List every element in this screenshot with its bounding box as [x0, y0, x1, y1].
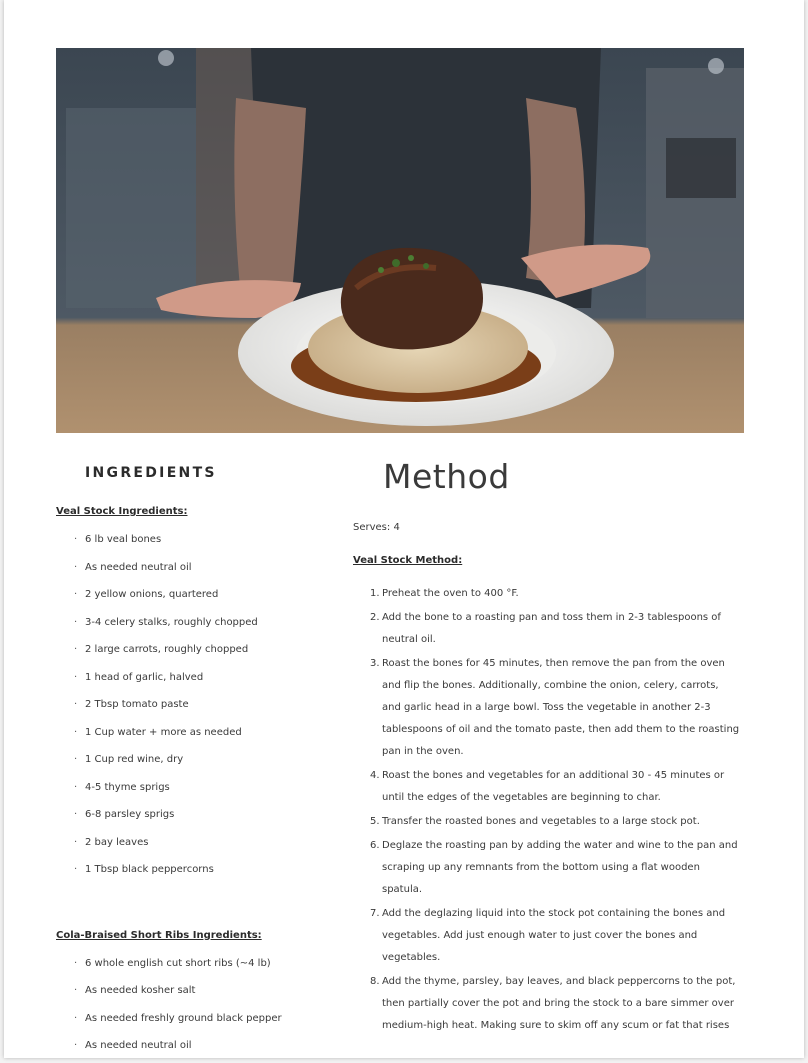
bullet-icon: ·: [74, 781, 78, 793]
method-step: [353, 765, 753, 809]
ingredient-item: [74, 984, 346, 1012]
bullet-icon: ·: [74, 534, 78, 545]
ingredient-text: 6 lb veal bones: [85, 534, 162, 545]
ingredient-item: [74, 781, 346, 809]
ingredient-item: [74, 616, 346, 644]
method-step: [353, 903, 753, 969]
ingredient-text: 1 Cup red wine, dry: [85, 754, 184, 765]
ingredient-item: [74, 671, 346, 699]
ingredient-text: 2 Tbsp tomato paste: [85, 699, 189, 710]
method-column: [353, 455, 753, 1043]
ingredient-item: [74, 561, 346, 589]
step-text-line: Add the bone to a roasting pan and toss them in 2-3 tablespoons of: [382, 612, 721, 623]
step-number: 6.: [370, 840, 380, 851]
bullet-icon: ·: [74, 726, 78, 738]
bullet-icon: ·: [74, 864, 78, 875]
ingredient-item: [74, 643, 346, 671]
ingredient-item: [74, 698, 346, 726]
bullet-icon: ·: [74, 1012, 78, 1024]
step-text-line: pan in the oven.: [382, 746, 464, 757]
bullet-icon: ·: [74, 957, 78, 969]
ingredient-text: 1 Cup water + more as needed: [85, 726, 242, 738]
ingredient-text: 2 yellow onions, quartered: [85, 589, 219, 600]
veal-stock-method-title: Veal Stock Method:: [353, 555, 463, 566]
ingredient-text: As needed neutral oil: [85, 561, 192, 573]
ingredient-text: As needed neutral oil: [85, 1040, 192, 1051]
bullet-icon: ·: [74, 589, 78, 600]
bullet-icon: ·: [74, 809, 78, 820]
method-step: [353, 653, 753, 763]
step-text-line: Add the thyme, parsley, bay leaves, and black peppercorns to the pot,: [382, 976, 736, 987]
ingredient-text: 3-4 celery stalks, roughly chopped: [85, 616, 258, 628]
step-number: 3.: [370, 658, 380, 669]
ingredient-item: [74, 957, 346, 985]
step-text-line: spatula.: [382, 884, 423, 895]
step-text-line: Roast the bones and vegetables for an additional 30 - 45 minutes or: [382, 770, 725, 781]
bullet-icon: ·: [74, 616, 78, 628]
bullet-icon: ·: [74, 671, 78, 683]
step-text-line: Transfer the roasted bones and vegetables to a large stock pot.: [382, 816, 700, 827]
step-text-line: Preheat the oven to 400 °F.: [382, 588, 519, 599]
step-text-line: scraping up any remnants from the bottom using a flat wooden: [382, 862, 700, 873]
veal-stock-ingredients-list: [74, 533, 346, 891]
bullet-icon: ·: [74, 699, 78, 710]
ingredient-item: [74, 1039, 346, 1058]
serves-text: Serves: 4: [353, 522, 400, 533]
step-text-line: Deglaze the roasting pan by adding the water and wine to the pan and: [382, 840, 738, 851]
step-text-line: vegetables.: [382, 952, 441, 963]
step-text-line: tablespoons of oil and the tomato paste, then add them to the roasting: [382, 724, 740, 735]
bullet-icon: ·: [74, 1040, 78, 1051]
ingredient-text: As needed kosher salt: [85, 985, 196, 996]
ingredient-text: 4-5 thyme sprigs: [85, 781, 170, 793]
ingredient-text: 6 whole english cut short ribs (~4 lb): [85, 957, 271, 969]
method-step: [353, 971, 753, 1037]
method-step: [353, 583, 753, 605]
step-text-line: vegetables. Add just enough water to just cover the bones and: [382, 930, 698, 941]
method-step: [353, 607, 753, 651]
ingredient-item: [74, 863, 346, 891]
chef-holding-plate-photo: [56, 48, 744, 433]
ingredient-text: 1 Tbsp black peppercorns: [85, 864, 214, 875]
ingredient-text: 2 large carrots, roughly chopped: [85, 644, 249, 655]
bullet-icon: ·: [74, 561, 78, 573]
step-number: 1.: [370, 588, 380, 599]
step-text-line: until the edges of the vegetables are beginning to char.: [382, 792, 661, 803]
ingredient-text: As needed freshly ground black pepper: [85, 1012, 282, 1024]
bullet-icon: ·: [74, 985, 78, 996]
ingredient-item: [74, 1012, 346, 1040]
step-text-line: medium-high heat. Making sure to skim off any scum or fat that rises: [382, 1020, 730, 1031]
ingredients-heading: INGREDIENTS: [85, 465, 217, 481]
ingredient-item: [74, 836, 346, 864]
ingredient-item: [74, 726, 346, 754]
recipe-page: [4, 0, 804, 1058]
step-text-line: Add the deglazing liquid into the stock pot containing the bones and: [382, 908, 726, 919]
bullet-icon: ·: [74, 836, 78, 848]
step-text-line: Roast the bones for 45 minutes, then remove the pan from the oven: [382, 658, 725, 669]
method-step: [353, 835, 753, 901]
method-steps-list: [353, 583, 753, 1037]
ingredient-item: [74, 533, 346, 561]
ingredient-item: [74, 588, 346, 616]
veal-stock-ingredients-title: Veal Stock Ingredients:: [56, 506, 188, 517]
bullet-icon: ·: [74, 644, 78, 655]
step-text-line: and flip the bones. Additionally, combine the onion, celery, carrots,: [382, 680, 719, 691]
step-number: 4.: [370, 770, 380, 781]
method-step: [353, 811, 753, 833]
bullet-icon: ·: [74, 754, 78, 765]
step-number: 5.: [370, 816, 380, 827]
short-ribs-ingredients-title: Cola-Braised Short Ribs Ingredients:: [56, 929, 262, 941]
ingredient-item: [74, 753, 346, 781]
step-text-line: and garlic head in a large bowl. Toss the vegetable in another 2-3: [382, 702, 711, 713]
ingredients-column: [56, 462, 346, 1058]
step-number: 8.: [370, 976, 380, 987]
ingredient-text: 2 bay leaves: [85, 836, 149, 848]
step-text-line: neutral oil.: [382, 634, 436, 645]
step-number: 7.: [370, 908, 380, 919]
ingredient-text: 1 head of garlic, halved: [85, 671, 204, 683]
short-ribs-ingredients-list: [74, 957, 346, 1059]
step-text-line: then partially cover the pot and bring the stock to a bare simmer over: [382, 998, 734, 1009]
method-title: Method: [383, 457, 510, 496]
step-number: 2.: [370, 612, 380, 623]
ingredient-text: 6-8 parsley sprigs: [85, 809, 175, 820]
hero-photo: [56, 48, 744, 433]
ingredient-item: [74, 808, 346, 836]
